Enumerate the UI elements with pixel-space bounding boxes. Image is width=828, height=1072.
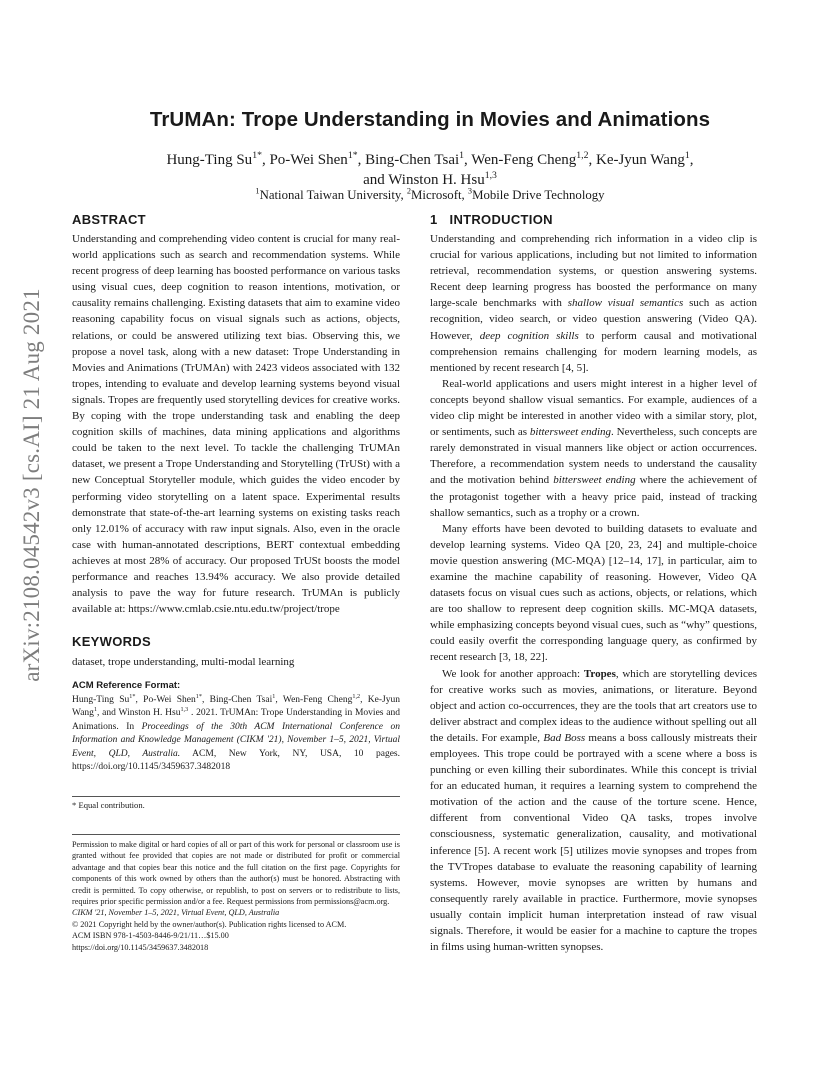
text-run: means a boss callously mistreats their employees. This trope could be portrayed with a scene where a boss is punching or even killing their subordinates. While this concept is trivial for an educated human, it requires a learning system to comprehend the motivation of the action and the cause of the torture scene. Hence, different from conventional Video QA tasks, tropes involve consciousness, systematic generalization, causality, and motivational inference [5]. A recent work [5] utilizes movie synopses and tropes from the TVTropes database to evaluate the reasoning capability of learning systems. However, movie synopses are written by humans and consequently rarely available in practice. Furthermore, movie synopses usually contain implicit human interpretation instead of raw visual signals. Therefore, it would be easier for a machine to capture the tropes in films using human-written synopses.	[430, 731, 757, 954]
author-affil-mark: 1,3	[484, 170, 497, 181]
emphasis: bittersweet ending	[553, 474, 636, 487]
text-run: , which are storytelling devices for creative works such as movies, animations, or literature. Beyond object and action co-occurrences, they are the tools that art creators use to deliver abstract and complex ideas to the audience without spelling out all the details. For example,	[430, 667, 757, 744]
emphasis: Bad Boss	[543, 731, 586, 744]
affiliations	[70, 188, 790, 203]
abstract-heading: ABSTRACT	[72, 212, 146, 227]
right-column	[430, 212, 757, 955]
permission-copyright: © 2021 Copyright held by the owner/author(s). Publication rights licensed to ACM.	[72, 919, 347, 929]
text-run: We look for another approach:	[442, 667, 584, 680]
author-name: Hung-Ting Su	[166, 152, 253, 168]
ref-fragment: . 2021. TrUMAn: Trope Understanding in Movies and Animations. In	[72, 708, 400, 732]
section-title: INTRODUCTION	[449, 212, 553, 227]
author-affil-mark: 1*	[347, 150, 358, 161]
ref-fragment: , Bing-Chen Tsai	[201, 695, 273, 705]
affil-mark: 3	[467, 186, 473, 196]
affil-name: National Taiwan University,	[259, 188, 407, 202]
ref-mark: 1	[272, 693, 276, 700]
paper-title: TrUMAn: Trope Understanding in Movies and Animations	[149, 108, 711, 131]
keywords-heading: KEYWORDS	[72, 634, 151, 649]
acm-reference-heading: ACM Reference Format:	[72, 680, 181, 691]
text-run: to perform causal and motivational comprehension remains challenging for modern learning models, as mentioned by recent research [4, 5].	[430, 329, 758, 374]
ref-mark: 1,2	[352, 693, 361, 700]
text-run: Real-world applications and users might interest in a higher level of concepts beyond shallow visual semantics. For example, audiences of a video clip might be interested in another video with a similar story, plot, or sentiments, such as	[430, 377, 757, 439]
introduction-heading	[430, 212, 757, 227]
intro-paragraph-1	[430, 231, 757, 376]
arxiv-stamp-text: arXiv:2108.04542v3 [cs.AI] 21 Aug 2021	[19, 288, 44, 682]
author-name: Bing-Chen Tsai	[365, 152, 460, 168]
emphasis: deep cognition skills	[479, 329, 579, 342]
author-name: Wen-Feng Cheng	[471, 152, 577, 168]
section-number: 1	[430, 212, 438, 227]
affil-name: Mobile Drive Technology	[472, 188, 605, 202]
text-run: . Nevertheless, such concepts are rarely demonstrated in visual manners like object or action occurrences. Therefore, a recommendation system needs to understand the causality and the motivation behind	[430, 426, 757, 487]
ref-mark: 1	[93, 707, 98, 714]
text-run: Understanding and comprehending rich information in a video clip is crucial for various applications, including but not limited to information retrieval, recommendation systems, or question answering systems. Recent deep learning progress has boosted the performance on many large-scale benchmarks with	[430, 233, 757, 310]
text-run: where the achievement of the protagonist together with a heavy price paid, instead of tracking shallow semantics, such as a trophy or a crown.	[430, 474, 757, 519]
author-list: Hung-Ting $Su^{1*}$, Po-Wei Shen$^{1*}$, Bing-Chen Tsai$^1$, Wen-Feng Cheng$^{1,2}$, Ke-Jyun Wang$^1$, and Winston H. Hsu$^{1,3}$	[166, 150, 694, 188]
acm-reference-text	[72, 694, 400, 774]
author-name: and Winston H. Hsu	[363, 172, 485, 188]
intro-paragraph-2	[430, 376, 757, 521]
strong-term: Tropes	[583, 667, 616, 680]
permission-venue-text: CIKM '21, November 1–5, 2021, Virtual Event, QLD, Australia	[72, 908, 280, 918]
author-name: Ke-Jyun Wang	[595, 152, 685, 168]
ref-fragment: , Ke-Jyun Wang	[72, 695, 400, 719]
arxiv-stamp	[12, 290, 52, 680]
permission-isbn: ACM ISBN 978-1-4503-8446-9/21/11…$15.00	[72, 931, 229, 941]
permission-text: Permission to make digital or hard copies of all or part of this work for personal or classroom use is granted without fee provided that copies are not made or distributed for profit or commercial advantage and that copies bear this notice and the full citation on the first page. Copyrights for components of this work owned by others than the author(s) must be honored. Abstracting with credit is permitted. To copy otherwise, or republish, to post on servers or to redistribute to lists, requires prior specific permission and/or a fee. Request permissions from permissions@acm.org.	[72, 840, 400, 907]
permission-venue	[72, 907, 400, 918]
footnote-rule	[72, 796, 400, 797]
author-affil-mark: 1,2	[576, 150, 589, 161]
permission-rule	[72, 834, 400, 835]
left-column	[72, 212, 400, 1062]
text-run: such as action recognition, video search, or video question answering (Video QA). However,	[430, 297, 758, 342]
emphasis: bittersweet ending	[529, 426, 611, 439]
affil-mark: 1	[255, 186, 260, 196]
affil-mark: 2	[406, 186, 412, 196]
ref-mark: 1*	[195, 693, 202, 700]
ref-mark: 1*	[129, 693, 136, 700]
author-affil-mark: 1	[459, 150, 465, 161]
abstract-text: Understanding and comprehending video content is crucial for many real-world applications such as search and recommendation systems. While recent progress of deep learning has boosted performance on various tasks using visual cues, deep cognition to reason intentions, motivation, or causality remains challenging. Existing datasets that aim to examine video reasoning capability focus on visual signals such as actions, objects, relations, or could be answered utilizing text bias. Observing this, we propose a novel task, along with a new dataset: Trope Understanding in Movies and Animations (TrUMAn) with 2423 videos associated with 132 tropes, intending to evaluate and develop learning systems beyond visual signals. Tropes are frequently used storytelling devices for creative works. By coping with the trope understanding task and enabling the deep cognition skills of machines, data mining applications and algorithms could be taken to the next level. To tackle the challenging TrUMAn dataset, we present a Trope Understanding and Storytelling (TrUSt) with a new Conceptual Storyteller module, which guides the video encoder by performing video storytelling on a latent space. Experimental results demonstrate that state-of-the-art learning systems on existing tasks reach only 12.01% of accuracy with raw input signals. Also, even in the oracle case with human-annotated descriptions, BERT contextual embedding achieves at most 28% of accuracy. Our proposed TrUSt boosts the model performance and reaches 13.94% accuracy. We also provide detailed analysis to pave the way for future research. TrUMAn is publicly available at: https://www.cmlab.csie.ntu.edu.tw/project/trope	[72, 233, 400, 616]
intro-paragraph-4	[430, 666, 757, 956]
ref-fragment: , Po-Wei Shen	[135, 695, 196, 705]
author-affil-mark: 1	[684, 150, 690, 161]
ref-mark: 1,3	[180, 707, 189, 714]
emphasis: shallow visual semantics	[567, 297, 684, 310]
footnote-text: * Equal contribution.	[72, 800, 145, 810]
ref-fragment: ACM, New York, NY, USA, 10 pages. https://doi.org/10.1145/3459637.3482018	[72, 748, 400, 773]
ref-fragment: , and Winston H. Hsu	[97, 708, 181, 719]
permission-block	[72, 839, 400, 953]
affil-name: Microsoft,	[411, 188, 468, 202]
permission-doi: https://doi.org/10.1145/3459637.3482018	[72, 942, 209, 952]
ref-fragment: Hung-Ting Su	[72, 695, 130, 705]
ref-fragment: , Wen-Feng Cheng	[275, 695, 353, 705]
keywords-text: dataset, trope understanding, multi-modal learning	[72, 656, 295, 668]
author-name: Po-Wei Shen	[269, 152, 348, 168]
intro-paragraph-3: Many efforts have been devoted to building datasets to evaluate and develop learning systems. Video QA [20, 23, 24] and multiple-choice movie question answering (MC-MQA) [12–14, 17], in particular, aim to examine the machine capability of reasoning. However, Video QA datasets focus on visual cues such as actions, objects, or relations, which are too shallow to represent deep cognition skills. MC-MQA datasets, while emphasizing concepts beyond visual cues, such as “why” questions, could easily overfit the corresponding language query, as confirmed by recent research [3, 18, 22].	[430, 522, 757, 664]
author-affil-mark: 1*	[252, 150, 262, 161]
ref-venue: Proceedings of the 30th ACM International Conference on Information and Knowledge Management (CIKM '21), November 1–5, 2021, Virtual Event, QLD, Australia.	[72, 721, 400, 759]
